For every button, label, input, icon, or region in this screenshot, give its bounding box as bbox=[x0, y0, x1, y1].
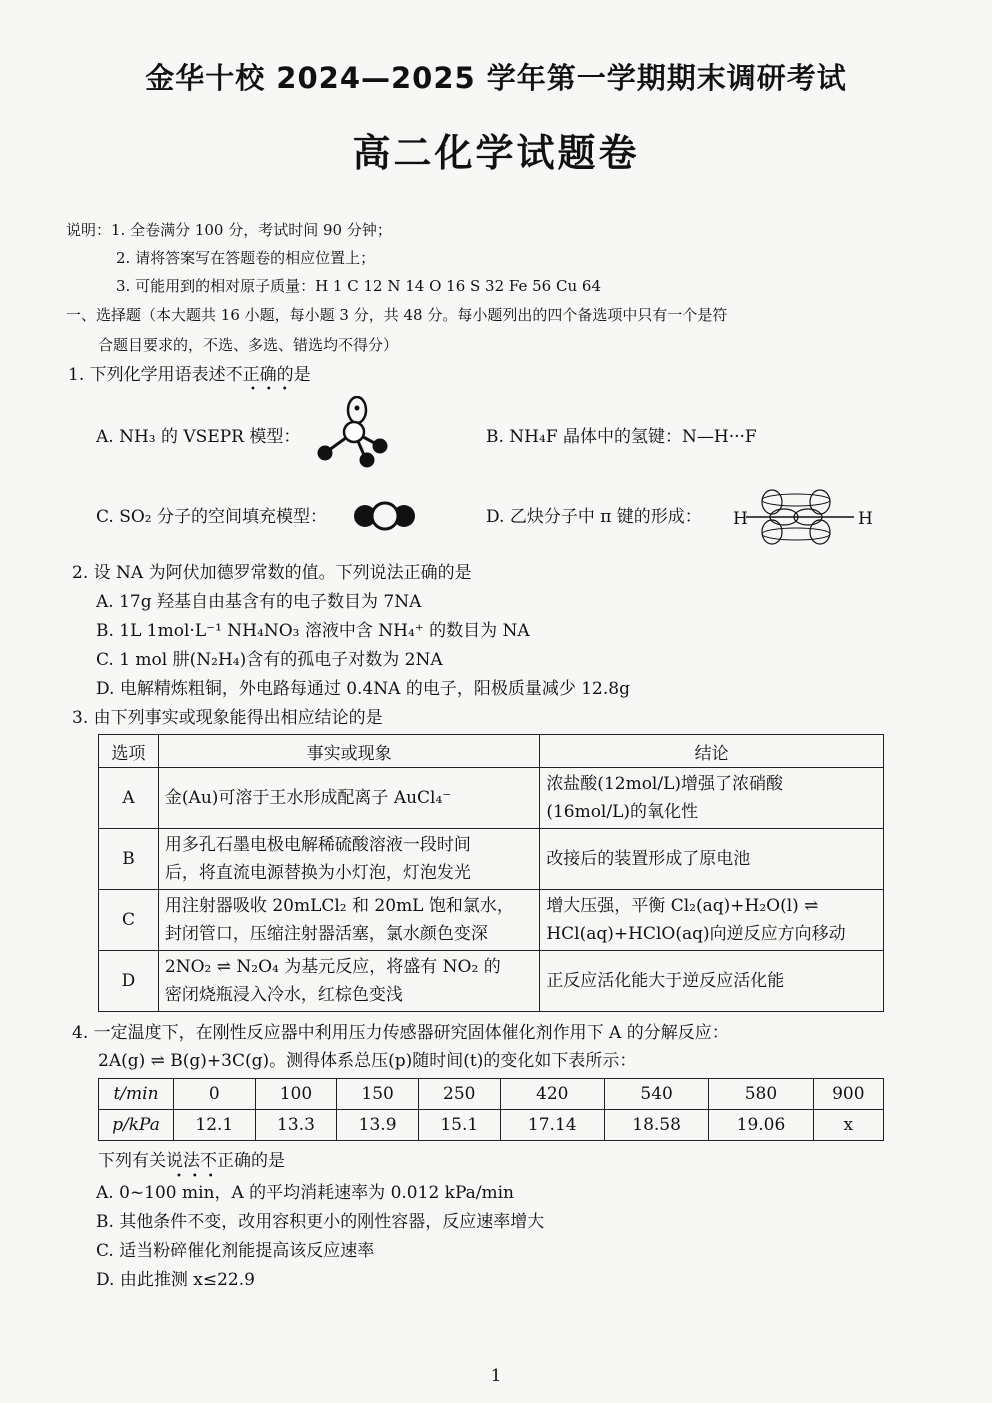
fact-line: 密闭烧瓶浸入冷水，红棕色变浅 bbox=[164, 985, 403, 1005]
table-cell: 17.14 bbox=[500, 1110, 604, 1141]
central-atom bbox=[344, 422, 364, 442]
table-cell: x bbox=[813, 1110, 883, 1141]
row-option: C bbox=[99, 890, 159, 951]
row-option: A bbox=[99, 768, 159, 829]
header-option: 选项 bbox=[99, 735, 159, 768]
p-orbital bbox=[762, 520, 782, 544]
p-orbital bbox=[810, 520, 830, 544]
conclusion-line: 改接后的装置形成了原电池 bbox=[546, 849, 751, 869]
table-cell: 18.58 bbox=[604, 1110, 708, 1141]
fact-line: 后，将直流电源替换为小灯泡，灯泡发光 bbox=[164, 863, 471, 883]
row-conclusion bbox=[540, 768, 884, 829]
pi-overlap bbox=[762, 528, 830, 540]
conclusion-line: 正反应活化能大于逆反应活化能 bbox=[546, 971, 785, 991]
header-conclusion: 结论 bbox=[540, 735, 884, 768]
conclusion-line: (16mol/L)的氧化性 bbox=[546, 802, 699, 822]
table-cell: 100 bbox=[255, 1079, 337, 1110]
table-row bbox=[99, 890, 884, 951]
q1-option-d: D. 乙炔分子中 π 键的形成： bbox=[486, 507, 702, 527]
row-option: D bbox=[99, 951, 159, 1012]
space-filling-model-figure bbox=[352, 500, 420, 532]
instruction-2: 2. 请将答案写在答题卷的相应位置上； bbox=[116, 249, 376, 267]
q1-option-a: A. NH₃ 的 VSEPR 模型： bbox=[96, 427, 301, 447]
fact-line: 封闭管口，压缩注射器活塞，氯水颜色变深 bbox=[164, 924, 488, 944]
fact-line: 金(Au)可溶于王水形成配离子 AuCl₄⁻ bbox=[164, 788, 452, 808]
instruction-1: 说明：1. 全卷满分 100 分，考试时间 90 分钟； bbox=[66, 221, 392, 239]
table-cell: 580 bbox=[709, 1079, 813, 1110]
section-heading-line1: 一、选择题（本大题共 16 小题，每小题 3 分，共 48 分。每小题列出的四个备选项中只有一个是符 bbox=[66, 306, 728, 324]
q4-stem-line1: 4. 一定温度下，在刚性反应器中利用压力传感器研究固体催化剂作用下 A 的分解反应： bbox=[72, 1023, 729, 1043]
q4-option-b: B. 其他条件不变，改用容积更小的刚性容器，反应速率增大 bbox=[96, 1212, 545, 1232]
row-label: t/min bbox=[99, 1079, 174, 1110]
q3-stem: 3. 由下列事实或现象能得出相应结论的是 bbox=[72, 708, 383, 728]
h-label-left: H bbox=[733, 509, 748, 529]
p-orbital bbox=[762, 490, 782, 514]
lone-pair-dot bbox=[355, 406, 360, 411]
q4-ask: 下列有关说法不正确的是 bbox=[98, 1151, 285, 1171]
emphasis-dots: ••• bbox=[250, 384, 298, 395]
pi-overlap bbox=[762, 494, 830, 506]
table-row-time bbox=[99, 1079, 884, 1110]
table-cell: 13.9 bbox=[337, 1110, 419, 1141]
pi-bond-figure bbox=[744, 488, 856, 548]
conclusion-line: 增大压强，平衡 Cl₂(aq)+H₂O(l) ⇌ bbox=[546, 896, 819, 916]
q3-table bbox=[98, 734, 884, 1012]
table-cell: 12.1 bbox=[174, 1110, 256, 1141]
table-row bbox=[99, 768, 884, 829]
emphasis-dots: ••• bbox=[176, 1171, 224, 1182]
q2-option-d: D. 电解精炼粗铜，外电路每通过 0.4NA 的电子，阳极质量减少 12.8g bbox=[96, 679, 630, 699]
row-fact bbox=[158, 829, 539, 890]
header-fact: 事实或现象 bbox=[158, 735, 539, 768]
row-fact bbox=[158, 951, 539, 1012]
row-conclusion bbox=[540, 890, 884, 951]
table-cell: 420 bbox=[500, 1079, 604, 1110]
vsepr-model-figure bbox=[312, 396, 392, 468]
q2-stem: 2. 设 NA 为阿伏加德罗常数的值。下列说法正确的是 bbox=[72, 563, 472, 583]
table-cell: 250 bbox=[418, 1079, 500, 1110]
h-atom bbox=[373, 439, 388, 454]
q4-option-d: D. 由此推测 x≤22.9 bbox=[96, 1270, 255, 1290]
page-number: 1 bbox=[490, 1366, 502, 1386]
conclusion-line: HCl(aq)+HClO(aq)向逆反应方向移动 bbox=[546, 924, 846, 944]
q2-option-b: B. 1L 1mol·L⁻¹ NH₄NO₃ 溶液中含 NH₄⁺ 的数目为 NA bbox=[96, 621, 530, 641]
table-row bbox=[99, 829, 884, 890]
h-label-right: H bbox=[858, 509, 873, 529]
h-atom bbox=[360, 453, 375, 468]
h-atom bbox=[318, 446, 333, 461]
table-cell: 0 bbox=[174, 1079, 256, 1110]
table-cell: 540 bbox=[604, 1079, 708, 1110]
exam-title: 金华十校 2024—2025 学年第一学期期末调研考试 bbox=[145, 61, 847, 95]
table-header-row bbox=[99, 735, 884, 768]
s-atom bbox=[372, 503, 398, 529]
fact-line: 用多孔石墨电极电解稀硫酸溶液一段时间 bbox=[164, 835, 471, 855]
fact-line: 用注射器吸收 20mLCl₂ 和 20mL 饱和氯水， bbox=[164, 896, 514, 916]
conclusion-line: 浓盐酸(12mol/L)增强了浓硝酸 bbox=[546, 774, 784, 794]
table-cell: 19.06 bbox=[709, 1110, 813, 1141]
table-cell: 900 bbox=[813, 1079, 883, 1110]
section-heading-line2: 合题目要求的，不选、多选、错选均不得分） bbox=[98, 336, 399, 354]
row-conclusion bbox=[540, 829, 884, 890]
table-cell: 15.1 bbox=[418, 1110, 500, 1141]
q1-option-b: B. NH₄F 晶体中的氢键：N—H···F bbox=[486, 427, 757, 447]
q4-option-c: C. 适当粉碎催化剂能提高该反应速率 bbox=[96, 1241, 375, 1261]
q4-data-table bbox=[98, 1078, 884, 1141]
row-conclusion bbox=[540, 951, 884, 1012]
q4-option-a: A. 0~100 min，A 的平均消耗速率为 0.012 kPa/min bbox=[96, 1183, 515, 1203]
table-cell: 13.3 bbox=[255, 1110, 337, 1141]
p-orbital bbox=[810, 490, 830, 514]
q2-option-a: A. 17g 羟基自由基含有的电子数目为 7NA bbox=[96, 592, 422, 612]
exam-subtitle: 高二化学试题卷 bbox=[352, 131, 640, 175]
table-row-pressure bbox=[99, 1110, 884, 1141]
row-fact bbox=[158, 890, 539, 951]
table-cell: 150 bbox=[337, 1079, 419, 1110]
row-option: B bbox=[99, 829, 159, 890]
q4-stem-line2: 2A(g) ⇌ B(g)+3C(g)。测得体系总压(p)随时间(t)的变化如下表所示： bbox=[98, 1051, 637, 1071]
q2-option-c: C. 1 mol 肼(N₂H₄)含有的孤电子对数为 2NA bbox=[96, 650, 443, 670]
fact-line: 2NO₂ ⇌ N₂O₄ 为基元反应，将盛有 NO₂ 的 bbox=[164, 957, 501, 977]
q1-option-c: C. SO₂ 分子的空间填充模型： bbox=[96, 507, 328, 527]
table-row bbox=[99, 951, 884, 1012]
instruction-3: 3. 可能用到的相对原子质量：H 1 C 12 N 14 O 16 S 32 Fe 56 Cu 64 bbox=[116, 277, 601, 295]
q1-stem: 1. 下列化学用语表述不正确的是 bbox=[68, 365, 311, 385]
row-fact bbox=[158, 768, 539, 829]
row-label: p/kPa bbox=[99, 1110, 174, 1141]
